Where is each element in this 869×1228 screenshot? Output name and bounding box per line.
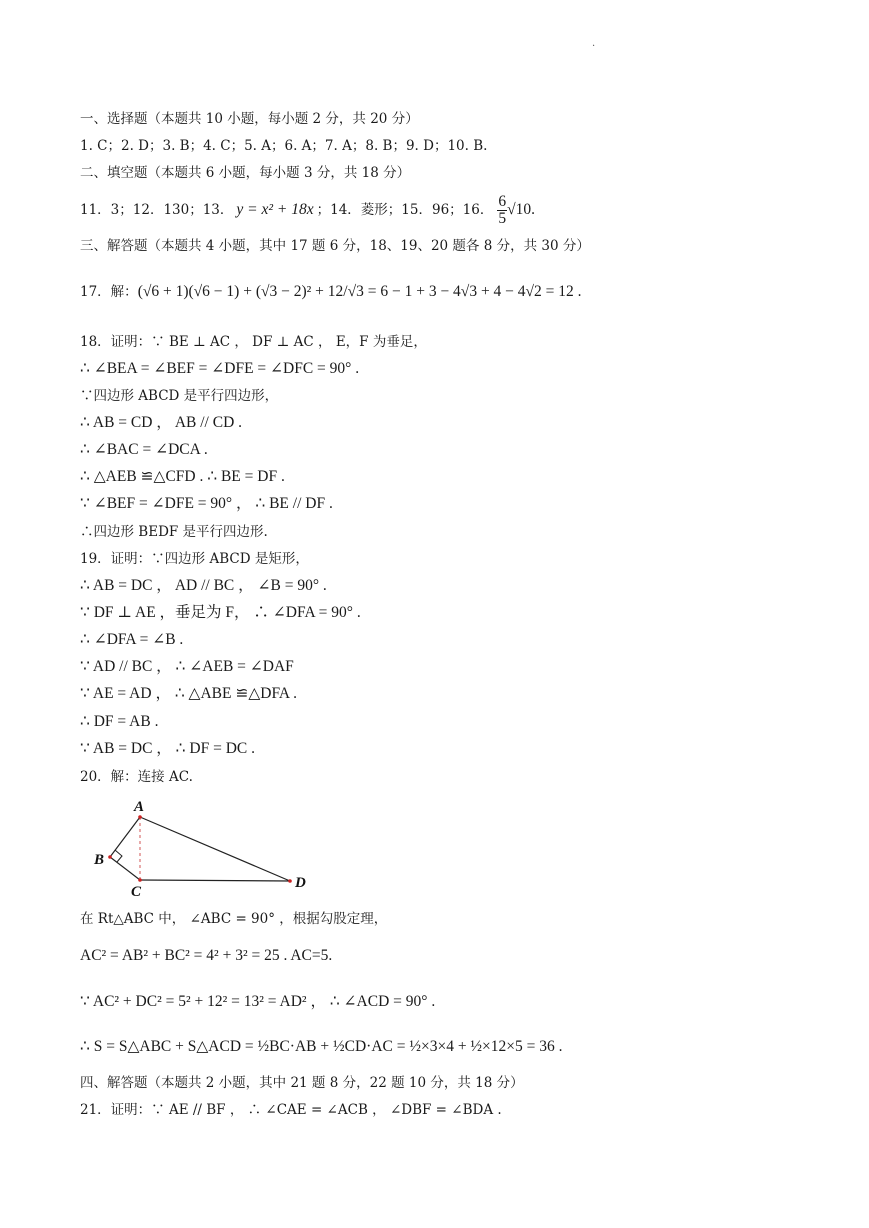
- section2-answers: [80, 192, 535, 228]
- vertex-d-label: D: [295, 875, 306, 891]
- q20-line-2: AC² = AB² + BC² = 4² + 3² = 25 . AC=5.: [80, 947, 333, 964]
- vertex-d-dot: [288, 879, 292, 883]
- q17-label: 17．解：: [80, 284, 138, 300]
- header-mark: .: [592, 38, 596, 49]
- q19-line-6: ∵ AE = AD ， ∴ △ABE ≌△DFA .: [80, 685, 298, 702]
- q18-line-3: ∵四边形 ABCD 是平行四边形，: [80, 388, 279, 404]
- q18-line-1: 18．证明：∵ BE ⊥ AC ， DF ⊥ AC ， E，F 为垂足，: [80, 334, 427, 350]
- q19-line-1: 19．证明：∵四边形 ABCD 是矩形，: [80, 551, 309, 567]
- q19-line-8: ∵ AB = DC ， ∴ DF = DC .: [80, 740, 256, 757]
- q19-line-5: ∵ AD // BC ， ∴ ∠AEB = ∠DAF: [80, 658, 294, 675]
- q17-expression: (√6 + 1)(√6 − 1) + (√3 − 2)² + 12/√3 = 6 − 1 + 3 − 4√3 + 4 − 4√2 = 12 .: [137, 283, 582, 300]
- q20-quadrilateral-figure: [88, 795, 328, 900]
- q18-line-2: ∴ ∠BEA = ∠BEF = ∠DFE = ∠DFC = 90° .: [80, 360, 360, 377]
- q20-line-4: ∴ S = S△ABC + S△ACD = ½BC·AB + ½CD·AC = ½×3×4 + ½×12×5 = 36 .: [80, 1038, 563, 1055]
- answers-mid: ；14．菱形；15．96；16．: [316, 202, 494, 218]
- q19-line-2: ∴ AB = DC ， AD // BC ， ∠B = 90° .: [80, 577, 327, 594]
- vertex-b-label: B: [94, 852, 105, 868]
- vertex-c-label: C: [131, 884, 142, 900]
- section3-heading: 三、解答题（本题共 4 小题，其中 17 题 6 分，18、19、20 题各 8 分，共 30 分）: [80, 238, 590, 254]
- q18-line-6: ∴ △AEB ≌△CFD . ∴ BE = DF .: [80, 468, 285, 485]
- section1-answers: 1. C；2. D；3. B；4. C；5. A；6. A；7. A；8. B；9. D；10. B.: [80, 138, 488, 154]
- answer16-radical: √10: [507, 201, 532, 218]
- q18-line-4: ∴ AB = CD ， AB // CD .: [80, 414, 243, 431]
- q17-line: [80, 276, 582, 308]
- q18-line-8: ∴四边形 BEDF 是平行四边形.: [80, 524, 268, 540]
- edge-cd: [140, 880, 290, 881]
- q18-line-5: ∴ ∠BAC = ∠DCA .: [80, 441, 208, 458]
- section2-heading: 二、填空题（本题共 6 小题，每小题 3 分，共 18 分）: [80, 165, 411, 181]
- vertex-b-dot: [108, 855, 112, 859]
- vertex-c-dot: [138, 878, 142, 882]
- section4-heading: 四、解答题（本题共 2 小题，其中 21 题 8 分，22 题 10 分，共 18 分）: [80, 1075, 524, 1091]
- q20-line-3: ∵ AC² + DC² = 5² + 12² = 13² = AD² ， ∴ ∠ACD = 90° .: [80, 993, 436, 1010]
- edge-ab: [110, 817, 140, 857]
- q20-intro: 20．解：连接 AC.: [80, 769, 193, 785]
- fraction-numerator: 6: [498, 193, 507, 210]
- q18-line-7: ∵ ∠BEF = ∠DFE = 90° ， ∴ BE // DF .: [80, 495, 333, 512]
- vertex-a-dot: [138, 815, 142, 819]
- q20-line-1: 在 Rt△ABC 中， ∠ABC = 90° ，根据勾股定理，: [80, 911, 388, 927]
- vertex-a-label: A: [134, 799, 145, 815]
- answers-prefix: 11．3；12．130；13．: [80, 202, 234, 218]
- q19-line-7: ∴ DF = AB .: [80, 713, 159, 730]
- fraction-denominator: 5: [498, 209, 507, 227]
- q19-line-4: ∴ ∠DFA = ∠B .: [80, 631, 184, 648]
- right-angle-mark: [115, 850, 122, 862]
- q19-line-3: ∵ DF ⊥ AE ，垂足为 F， ∴ ∠DFA = 90° .: [80, 604, 361, 621]
- q21-line: 21．证明：∵ AE // BF ， ∴ ∠CAE = ∠ACB ， ∠DBF = ∠BDA .: [80, 1102, 502, 1118]
- answer13-expression: y = x² + 18x: [236, 201, 314, 218]
- answers-end: .: [531, 201, 535, 218]
- edge-ad: [140, 817, 290, 881]
- edge-bc: [110, 857, 140, 880]
- answer16-fraction: [497, 194, 507, 226]
- section1-heading: 一、选择题（本题共 10 小题，每小题 2 分，共 20 分）: [80, 111, 419, 127]
